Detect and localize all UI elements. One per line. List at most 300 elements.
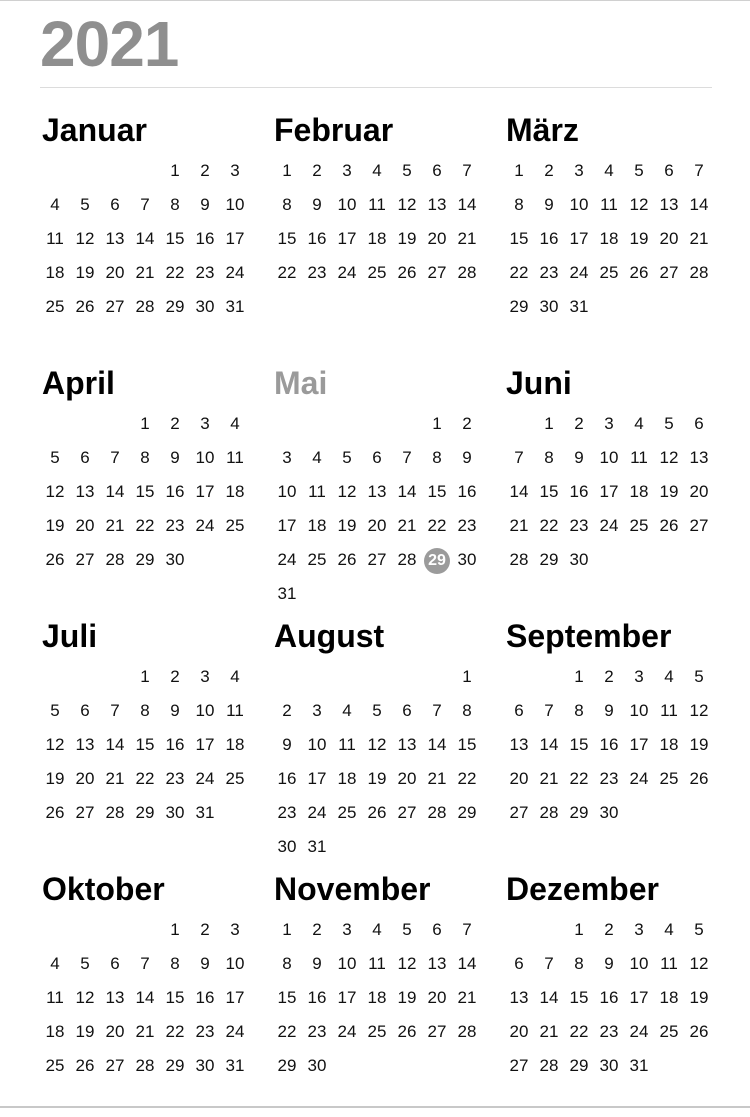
day-cell[interactable]: 29 xyxy=(165,297,185,316)
day-cell[interactable]: 26 xyxy=(337,550,357,569)
day-cell[interactable]: 20 xyxy=(75,516,95,535)
month-mai[interactable] xyxy=(272,363,492,603)
day-cell[interactable]: 2 xyxy=(200,920,210,939)
day-cell[interactable]: 2 xyxy=(544,161,554,180)
day-cell[interactable]: 26 xyxy=(629,263,649,282)
day-cell[interactable]: 8 xyxy=(462,701,472,720)
day-cell[interactable]: 15 xyxy=(457,735,477,754)
day-cell[interactable]: 24 xyxy=(599,516,619,535)
day-cell[interactable]: 30 xyxy=(195,297,215,316)
day-cell[interactable]: 4 xyxy=(372,161,382,180)
day-cell[interactable]: 26 xyxy=(397,263,417,282)
day-cell[interactable]: 14 xyxy=(509,482,529,501)
day-cell[interactable]: 2 xyxy=(312,920,322,939)
day-cell[interactable]: 21 xyxy=(457,988,477,1007)
day-cell[interactable]: 12 xyxy=(75,988,95,1007)
day-cell[interactable]: 15 xyxy=(277,988,297,1007)
day-cell[interactable]: 17 xyxy=(337,229,357,248)
day-cell[interactable]: 18 xyxy=(225,735,245,754)
day-cell[interactable]: 25 xyxy=(45,1056,65,1075)
day-cell[interactable]: 18 xyxy=(337,769,357,788)
day-cell[interactable]: 10 xyxy=(225,954,245,973)
day-cell[interactable]: 30 xyxy=(599,803,619,822)
day-cell[interactable]: 14 xyxy=(457,954,477,973)
day-cell[interactable]: 9 xyxy=(462,448,472,467)
day-cell[interactable]: 29 xyxy=(569,803,589,822)
day-cell[interactable]: 22 xyxy=(539,516,559,535)
day-cell[interactable]: 4 xyxy=(230,414,240,433)
day-cell[interactable]: 20 xyxy=(397,769,417,788)
day-cell[interactable]: 27 xyxy=(75,550,95,569)
day-cell[interactable]: 21 xyxy=(427,769,447,788)
day-cell[interactable]: 25 xyxy=(367,1022,387,1041)
day-cell[interactable]: 17 xyxy=(225,229,245,248)
day-cell[interactable]: 3 xyxy=(574,161,584,180)
day-cell[interactable]: 19 xyxy=(337,516,357,535)
day-cell[interactable]: 7 xyxy=(402,448,412,467)
day-cell[interactable]: 8 xyxy=(282,195,292,214)
day-cell[interactable]: 5 xyxy=(80,954,90,973)
day-cell[interactable]: 23 xyxy=(539,263,559,282)
day-cell[interactable]: 13 xyxy=(105,988,125,1007)
day-cell[interactable]: 27 xyxy=(75,803,95,822)
day-cell[interactable]: 24 xyxy=(225,263,245,282)
day-cell[interactable]: 5 xyxy=(402,161,412,180)
day-cell[interactable]: 4 xyxy=(50,954,60,973)
day-cell[interactable]: 17 xyxy=(629,735,649,754)
day-cell[interactable]: 25 xyxy=(45,297,65,316)
day-cell[interactable]: 14 xyxy=(105,482,125,501)
day-cell[interactable]: 27 xyxy=(689,516,709,535)
day-cell[interactable]: 28 xyxy=(135,297,155,316)
day-cell[interactable]: 27 xyxy=(397,803,417,822)
day-cell[interactable]: 3 xyxy=(312,701,322,720)
day-cell[interactable]: 4 xyxy=(342,701,352,720)
day-cell[interactable]: 30 xyxy=(165,550,185,569)
day-cell[interactable]: 8 xyxy=(170,954,180,973)
day-cell[interactable]: 19 xyxy=(75,1022,95,1041)
day-cell[interactable]: 10 xyxy=(599,448,619,467)
day-cell[interactable]: 5 xyxy=(664,414,674,433)
day-cell[interactable]: 21 xyxy=(135,263,155,282)
day-cell[interactable]: 9 xyxy=(312,954,322,973)
day-cell[interactable]: 31 xyxy=(629,1056,649,1075)
day-cell[interactable]: 22 xyxy=(135,769,155,788)
day-cell[interactable]: 25 xyxy=(659,1022,679,1041)
day-cell[interactable]: 13 xyxy=(75,482,95,501)
day-cell[interactable]: 16 xyxy=(277,769,297,788)
day-cell[interactable]: 21 xyxy=(457,229,477,248)
day-cell[interactable]: 2 xyxy=(200,161,210,180)
day-cell[interactable]: 30 xyxy=(195,1056,215,1075)
day-cell[interactable]: 19 xyxy=(75,263,95,282)
day-cell[interactable]: 16 xyxy=(307,988,327,1007)
day-cell[interactable]: 6 xyxy=(402,701,412,720)
day-cell[interactable]: 5 xyxy=(694,667,704,686)
day-cell[interactable]: 13 xyxy=(509,735,529,754)
day-cell[interactable]: 20 xyxy=(509,769,529,788)
day-cell[interactable]: 1 xyxy=(574,920,584,939)
day-cell[interactable]: 15 xyxy=(509,229,529,248)
day-cell[interactable]: 18 xyxy=(629,482,649,501)
day-cell[interactable]: 28 xyxy=(457,263,477,282)
day-cell[interactable]: 20 xyxy=(427,988,447,1007)
day-cell[interactable]: 21 xyxy=(397,516,417,535)
day-cell[interactable]: 2 xyxy=(604,920,614,939)
day-cell[interactable]: 1 xyxy=(514,161,524,180)
day-cell[interactable]: 6 xyxy=(80,448,90,467)
day-cell[interactable]: 26 xyxy=(45,550,65,569)
day-cell[interactable]: 27 xyxy=(509,803,529,822)
day-cell[interactable]: 12 xyxy=(397,954,417,973)
day-cell[interactable]: 31 xyxy=(307,837,327,856)
day-cell[interactable]: 28 xyxy=(427,803,447,822)
day-cell[interactable]: 4 xyxy=(634,414,644,433)
day-cell[interactable]: 12 xyxy=(337,482,357,501)
day-cell[interactable]: 11 xyxy=(226,448,244,467)
day-cell[interactable]: 12 xyxy=(75,229,95,248)
day-cell[interactable]: 10 xyxy=(277,482,297,501)
day-cell[interactable]: 24 xyxy=(337,1022,357,1041)
day-cell[interactable]: 10 xyxy=(195,448,215,467)
day-cell[interactable]: 3 xyxy=(604,414,614,433)
day-cell[interactable]: 21 xyxy=(105,516,125,535)
day-cell[interactable]: 29 xyxy=(539,550,559,569)
day-cell[interactable]: 26 xyxy=(689,1022,709,1041)
day-cell[interactable]: 23 xyxy=(457,516,477,535)
day-cell[interactable]: 26 xyxy=(45,803,65,822)
day-cell[interactable]: 31 xyxy=(569,297,589,316)
day-cell[interactable]: 17 xyxy=(307,769,327,788)
day-cell[interactable]: 7 xyxy=(544,954,554,973)
day-cell[interactable]: 16 xyxy=(599,988,619,1007)
day-cell[interactable]: 18 xyxy=(307,516,327,535)
day-cell[interactable]: 4 xyxy=(604,161,614,180)
day-cell[interactable]: 22 xyxy=(509,263,529,282)
day-cell[interactable]: 24 xyxy=(629,769,649,788)
day-cell[interactable]: 24 xyxy=(337,263,357,282)
day-cell[interactable]: 9 xyxy=(282,735,292,754)
day-cell[interactable]: 9 xyxy=(170,701,180,720)
day-cell[interactable]: 4 xyxy=(230,667,240,686)
day-cell[interactable]: 19 xyxy=(397,988,417,1007)
day-cell[interactable]: 18 xyxy=(659,988,679,1007)
day-cell[interactable]: 4 xyxy=(372,920,382,939)
day-cell[interactable]: 23 xyxy=(569,516,589,535)
day-cell[interactable]: 12 xyxy=(689,701,709,720)
day-cell[interactable]: 19 xyxy=(45,516,65,535)
day-cell[interactable]: 16 xyxy=(195,988,215,1007)
day-cell[interactable]: 30 xyxy=(457,550,477,569)
day-cell[interactable]: 1 xyxy=(574,667,584,686)
day-cell[interactable]: 31 xyxy=(195,803,215,822)
day-cell[interactable]: 11 xyxy=(600,195,618,214)
day-cell[interactable]: 3 xyxy=(230,161,240,180)
month-juli[interactable] xyxy=(40,616,260,856)
day-cell[interactable]: 1 xyxy=(170,920,180,939)
day-cell[interactable]: 28 xyxy=(135,1056,155,1075)
day-cell[interactable]: 5 xyxy=(50,701,60,720)
day-cell[interactable]: 7 xyxy=(140,195,150,214)
day-cell[interactable]: 23 xyxy=(307,1022,327,1041)
day-cell[interactable]: 15 xyxy=(569,735,589,754)
day-cell[interactable]: 11 xyxy=(368,195,386,214)
day-cell[interactable]: 28 xyxy=(457,1022,477,1041)
day-cell[interactable]: 14 xyxy=(539,988,559,1007)
day-cell[interactable]: 22 xyxy=(457,769,477,788)
day-cell[interactable]: 18 xyxy=(659,735,679,754)
day-cell[interactable]: 7 xyxy=(462,161,472,180)
day-cell[interactable]: 1 xyxy=(544,414,554,433)
day-cell[interactable]: 26 xyxy=(397,1022,417,1041)
day-cell[interactable]: 22 xyxy=(277,1022,297,1041)
day-cell[interactable]: 13 xyxy=(397,735,417,754)
day-cell[interactable]: 3 xyxy=(634,920,644,939)
day-cell[interactable]: 21 xyxy=(689,229,709,248)
day-cell[interactable]: 25 xyxy=(629,516,649,535)
day-cell[interactable]: 14 xyxy=(105,735,125,754)
day-cell[interactable]: 10 xyxy=(225,195,245,214)
day-cell[interactable]: 2 xyxy=(462,414,472,433)
day-cell[interactable]: 11 xyxy=(46,229,64,248)
day-cell[interactable]: 22 xyxy=(427,516,447,535)
day-cell[interactable]: 25 xyxy=(225,516,245,535)
day-cell[interactable]: 25 xyxy=(225,769,245,788)
day-cell[interactable]: 28 xyxy=(509,550,529,569)
day-cell[interactable]: 28 xyxy=(397,550,417,569)
day-cell[interactable]: 31 xyxy=(277,584,297,603)
day-cell[interactable]: 3 xyxy=(282,448,292,467)
day-cell[interactable]: 12 xyxy=(659,448,679,467)
day-cell[interactable]: 15 xyxy=(165,988,185,1007)
day-cell[interactable]: 23 xyxy=(599,769,619,788)
day-cell[interactable]: 14 xyxy=(397,482,417,501)
day-cell[interactable]: 26 xyxy=(75,1056,95,1075)
day-cell[interactable]: 20 xyxy=(367,516,387,535)
day-cell[interactable]: 12 xyxy=(689,954,709,973)
day-cell[interactable]: 16 xyxy=(165,735,185,754)
day-cell[interactable]: 7 xyxy=(694,161,704,180)
day-cell[interactable]: 7 xyxy=(110,701,120,720)
day-cell[interactable]: 1 xyxy=(282,920,292,939)
day-cell[interactable]: 15 xyxy=(539,482,559,501)
day-cell[interactable]: 24 xyxy=(629,1022,649,1041)
day-cell[interactable]: 21 xyxy=(509,516,529,535)
day-cell[interactable]: 7 xyxy=(544,701,554,720)
day-cell[interactable]: 14 xyxy=(539,735,559,754)
day-cell[interactable]: 11 xyxy=(630,448,648,467)
day-cell[interactable]: 28 xyxy=(689,263,709,282)
day-cell[interactable]: 17 xyxy=(569,229,589,248)
day-cell[interactable]: 1 xyxy=(462,667,472,686)
day-cell[interactable]: 9 xyxy=(574,448,584,467)
day-cell[interactable]: 27 xyxy=(367,550,387,569)
month-oktober[interactable] xyxy=(40,869,260,1109)
day-cell[interactable]: 16 xyxy=(569,482,589,501)
day-cell[interactable]: 29 xyxy=(135,803,155,822)
day-cell[interactable]: 22 xyxy=(277,263,297,282)
day-cell[interactable]: 10 xyxy=(337,954,357,973)
day-cell[interactable]: 6 xyxy=(694,414,704,433)
day-cell[interactable]: 8 xyxy=(432,448,442,467)
day-cell[interactable]: 27 xyxy=(509,1056,529,1075)
day-cell[interactable]: 12 xyxy=(45,482,65,501)
day-cell[interactable]: 23 xyxy=(307,263,327,282)
day-cell[interactable]: 6 xyxy=(432,161,442,180)
day-cell[interactable]: 3 xyxy=(634,667,644,686)
day-cell[interactable]: 23 xyxy=(165,516,185,535)
day-cell[interactable]: 8 xyxy=(140,701,150,720)
day-cell[interactable]: 20 xyxy=(75,769,95,788)
day-cell[interactable]: 5 xyxy=(402,920,412,939)
day-cell[interactable]: 4 xyxy=(664,920,674,939)
day-cell[interactable]: 9 xyxy=(170,448,180,467)
day-cell[interactable]: 1 xyxy=(282,161,292,180)
day-cell[interactable]: 28 xyxy=(105,803,125,822)
day-cell[interactable]: 11 xyxy=(338,735,356,754)
day-cell[interactable]: 11 xyxy=(308,482,326,501)
day-cell[interactable]: 8 xyxy=(544,448,554,467)
day-cell[interactable]: 20 xyxy=(427,229,447,248)
day-cell[interactable]: 21 xyxy=(135,1022,155,1041)
month-november[interactable] xyxy=(272,869,492,1109)
day-cell[interactable]: 13 xyxy=(367,482,387,501)
day-cell[interactable]: 5 xyxy=(50,448,60,467)
day-cell[interactable]: 2 xyxy=(604,667,614,686)
day-cell[interactable]: 24 xyxy=(277,550,297,569)
day-cell[interactable]: 7 xyxy=(514,448,524,467)
day-cell[interactable]: 2 xyxy=(170,414,180,433)
day-cell[interactable]: 10 xyxy=(195,701,215,720)
day-cell[interactable]: 18 xyxy=(45,263,65,282)
day-cell[interactable]: 6 xyxy=(432,920,442,939)
day-cell[interactable]: 5 xyxy=(694,920,704,939)
day-cell[interactable]: 19 xyxy=(367,769,387,788)
day-cell[interactable]: 13 xyxy=(427,195,447,214)
month-dezember[interactable] xyxy=(504,869,724,1109)
day-cell[interactable]: 11 xyxy=(46,988,64,1007)
month-august[interactable] xyxy=(272,616,492,856)
day-cell[interactable]: 19 xyxy=(689,988,709,1007)
day-cell[interactable]: 1 xyxy=(170,161,180,180)
day-cell[interactable]: 30 xyxy=(569,550,589,569)
day-cell[interactable]: 20 xyxy=(509,1022,529,1041)
day-cell[interactable]: 22 xyxy=(569,1022,589,1041)
day-cell[interactable]: 14 xyxy=(457,195,477,214)
day-cell[interactable]: 4 xyxy=(664,667,674,686)
day-cell[interactable]: 10 xyxy=(629,954,649,973)
day-cell[interactable]: 14 xyxy=(135,229,155,248)
day-cell[interactable]: 11 xyxy=(226,701,244,720)
day-cell[interactable]: 25 xyxy=(659,769,679,788)
day-cell[interactable]: 23 xyxy=(195,263,215,282)
day-cell[interactable]: 5 xyxy=(342,448,352,467)
day-cell[interactable]: 17 xyxy=(337,988,357,1007)
day-cell[interactable]: 24 xyxy=(569,263,589,282)
day-cell[interactable]: 24 xyxy=(225,1022,245,1041)
day-cell[interactable]: 8 xyxy=(514,195,524,214)
day-cell[interactable]: 24 xyxy=(195,516,215,535)
day-cell[interactable]: 21 xyxy=(539,1022,559,1041)
month-september[interactable] xyxy=(504,616,724,856)
day-cell[interactable]: 30 xyxy=(307,1056,327,1075)
day-cell[interactable]: 23 xyxy=(599,1022,619,1041)
day-cell[interactable]: 16 xyxy=(599,735,619,754)
day-cell[interactable]: 1 xyxy=(140,414,150,433)
day-cell[interactable]: 16 xyxy=(539,229,559,248)
day-cell[interactable]: 10 xyxy=(629,701,649,720)
day-cell[interactable]: 26 xyxy=(75,297,95,316)
day-cell[interactable]: 31 xyxy=(225,297,245,316)
day-cell[interactable]: 8 xyxy=(574,701,584,720)
day-cell[interactable]: 12 xyxy=(367,735,387,754)
day-cell[interactable]: 6 xyxy=(514,954,524,973)
day-cell[interactable]: 9 xyxy=(544,195,554,214)
day-cell[interactable]: 28 xyxy=(539,803,559,822)
day-cell[interactable]: 7 xyxy=(432,701,442,720)
day-cell[interactable]: 17 xyxy=(629,988,649,1007)
day-cell[interactable]: 10 xyxy=(569,195,589,214)
day-cell[interactable]: 11 xyxy=(660,954,678,973)
day-cell[interactable]: 6 xyxy=(80,701,90,720)
day-cell[interactable]: 15 xyxy=(135,735,155,754)
day-cell[interactable]: 8 xyxy=(170,195,180,214)
day-cell[interactable]: 3 xyxy=(200,414,210,433)
day-cell[interactable]: 20 xyxy=(659,229,679,248)
day-cell[interactable]: 6 xyxy=(514,701,524,720)
day-cell[interactable]: 7 xyxy=(462,920,472,939)
day-cell[interactable]: 25 xyxy=(599,263,619,282)
day-cell[interactable]: 30 xyxy=(277,837,297,856)
month-juni[interactable] xyxy=(504,363,724,603)
day-cell[interactable]: 17 xyxy=(225,988,245,1007)
day-cell[interactable]: 8 xyxy=(574,954,584,973)
day-cell[interactable]: 19 xyxy=(689,735,709,754)
day-cell[interactable]: 10 xyxy=(337,195,357,214)
day-cell[interactable]: 19 xyxy=(659,482,679,501)
day-cell[interactable]: 24 xyxy=(307,803,327,822)
day-cell[interactable]: 25 xyxy=(367,263,387,282)
day-cell[interactable]: 3 xyxy=(230,920,240,939)
day-cell[interactable]: 16 xyxy=(165,482,185,501)
day-cell[interactable]: 9 xyxy=(604,954,614,973)
day-cell[interactable]: 9 xyxy=(604,701,614,720)
day-cell[interactable]: 6 xyxy=(110,954,120,973)
day-cell[interactable]: 7 xyxy=(110,448,120,467)
day-cell[interactable]: 17 xyxy=(277,516,297,535)
day-cell[interactable]: 12 xyxy=(45,735,65,754)
day-cell[interactable]: 13 xyxy=(105,229,125,248)
day-cell[interactable]: 22 xyxy=(165,263,185,282)
day-cell[interactable]: 24 xyxy=(195,769,215,788)
day-cell[interactable]: 16 xyxy=(195,229,215,248)
day-cell[interactable]: 9 xyxy=(312,195,322,214)
day-cell[interactable]: 22 xyxy=(569,769,589,788)
day-cell[interactable]: 1 xyxy=(140,667,150,686)
day-cell[interactable]: 27 xyxy=(427,263,447,282)
day-cell[interactable]: 22 xyxy=(165,1022,185,1041)
day-cell[interactable]: 29 xyxy=(457,803,477,822)
day-cell[interactable]: 31 xyxy=(225,1056,245,1075)
day-cell[interactable]: 23 xyxy=(195,1022,215,1041)
day-cell[interactable]: 28 xyxy=(105,550,125,569)
day-cell[interactable]: 18 xyxy=(367,229,387,248)
day-cell[interactable]: 17 xyxy=(195,735,215,754)
day-cell[interactable]: 15 xyxy=(569,988,589,1007)
day-cell[interactable]: 7 xyxy=(140,954,150,973)
day-cell[interactable]: 29 xyxy=(165,1056,185,1075)
day-cell[interactable]: 30 xyxy=(599,1056,619,1075)
